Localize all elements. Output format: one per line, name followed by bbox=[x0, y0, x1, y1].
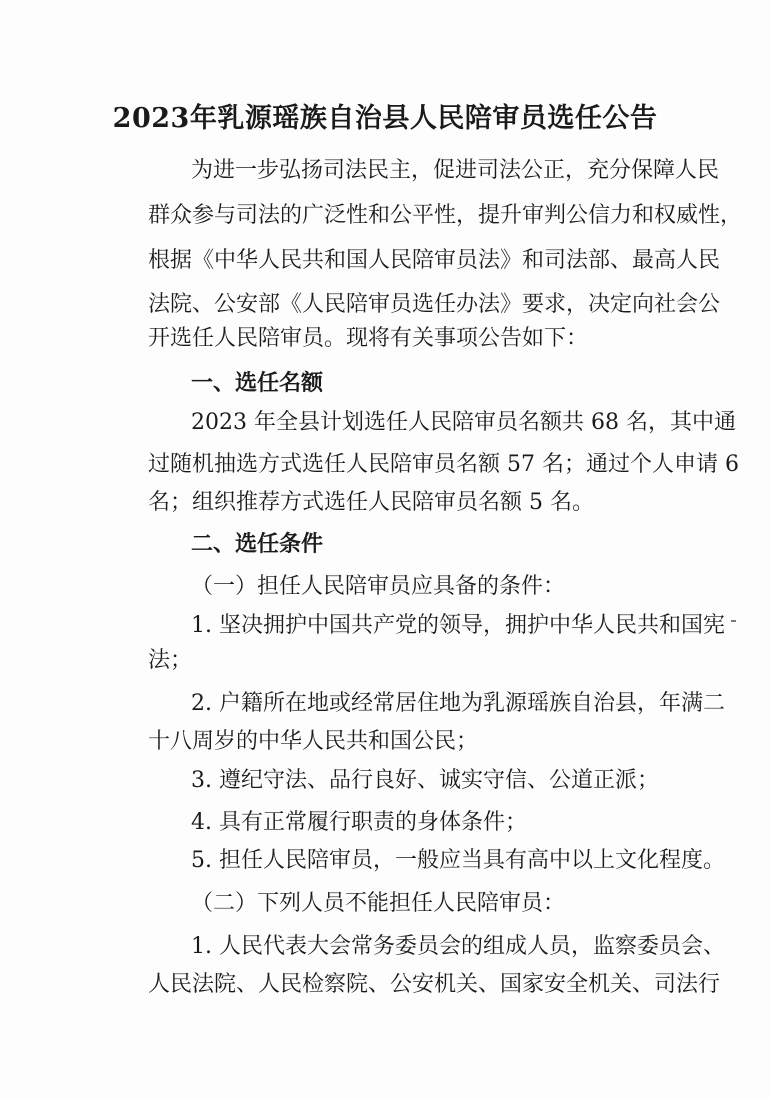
exclusion-1-line-2: 人民法院、人民检察院、公安机关、国家安全机关、司法行 bbox=[148, 972, 721, 997]
condition-1-line-1: 1. 坚决拥护中国共产党的领导，拥护中华人民共和国宪 bbox=[191, 613, 725, 638]
condition-3: 3. 遵纪守法、品行良好、诚实守信、公道正派； bbox=[191, 768, 659, 793]
section1-heading: 一、选任名额 bbox=[191, 370, 324, 396]
condition-1-line-2: 法； bbox=[148, 648, 193, 673]
condition-5: 5. 担任人民陪审员，一般应当具有高中以上文化程度。 bbox=[191, 848, 725, 873]
scan-mark bbox=[731, 620, 736, 622]
intro-line-5: 开选任人民陪审员。现将有关事项公告如下： bbox=[148, 326, 589, 351]
section2-heading: 二、选任条件 bbox=[191, 531, 324, 557]
exclusion-1-line-1: 1. 人民代表大会常务委员会的组成人员，监察委员会、 bbox=[191, 934, 725, 959]
section1-line-2: 过随机抽选方式选任人民陪审员名额 57 名；通过个人申请 6 bbox=[148, 452, 739, 477]
section2-sub2-heading: （二）下列人员不能担任人民陪审员： bbox=[191, 891, 566, 916]
condition-4: 4. 具有正常履行职责的身体条件； bbox=[191, 810, 527, 835]
intro-line-3: 根据《中华人民共和国人民陪审员法》和司法部、最高人民 bbox=[148, 248, 721, 273]
section2-sub1-heading: （一）担任人民陪审员应具备的条件： bbox=[191, 574, 566, 599]
document-title: 2023年乳源瑶族自治县人民陪审员选任公告 bbox=[112, 103, 658, 134]
section1-line-3: 名；组织推荐方式选任人民陪审员名额 5 名。 bbox=[148, 490, 594, 515]
condition-2-line-1: 2. 户籍所在地或经常居住地为乳源瑶族自治县，年满二 bbox=[191, 691, 725, 716]
intro-line-2: 群众参与司法的广泛性和公平性，提升审判公信力和权威性， bbox=[148, 203, 743, 228]
section1-line-1: 2023 年全县计划选任人民陪审员名额共 68 名，其中通 bbox=[191, 410, 736, 435]
intro-line-4: 法院、公安部《人民陪审员选任办法》要求，决定向社会公 bbox=[148, 292, 721, 317]
intro-line-1: 为进一步弘扬司法民主，促进司法公正，充分保障人民 bbox=[191, 158, 720, 183]
condition-2-line-2: 十八周岁的中华人民共和国公民； bbox=[148, 729, 479, 754]
